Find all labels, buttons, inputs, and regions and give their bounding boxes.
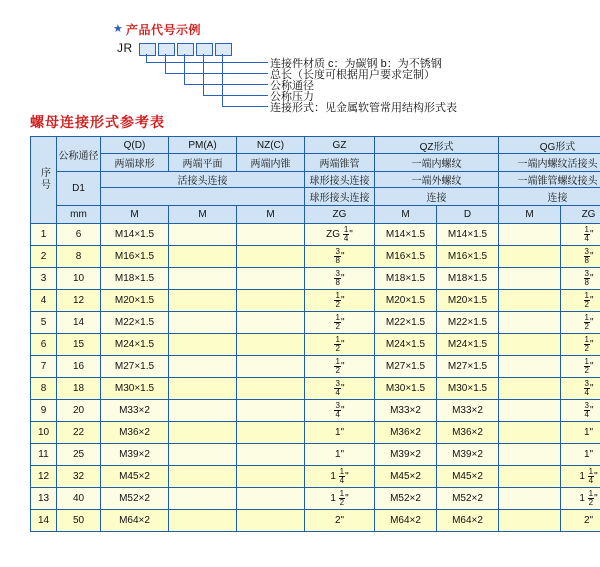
- cell-qg-m: [499, 400, 561, 422]
- cell-gz: $\frac{3}{8}$ ": [305, 268, 375, 290]
- cell-qz-m: M14×1.5: [375, 224, 437, 246]
- cell-qz-d: M33×2: [437, 400, 499, 422]
- cell-qd: M52×2: [101, 488, 169, 510]
- cell-qg-zg: $\frac{3}{4}$ ": [561, 378, 600, 400]
- cell-qz-m: M20×1.5: [375, 290, 437, 312]
- th-nz-sym: M: [237, 206, 305, 224]
- cell-dn: 15: [57, 334, 101, 356]
- cell-nz: [237, 400, 305, 422]
- th-qz-d-sym: D: [437, 206, 499, 224]
- cell-gz: $\frac{3}{4}$ ": [305, 378, 375, 400]
- cell-pm: [169, 400, 237, 422]
- th-pm-desc: 两端平面: [169, 154, 237, 172]
- product-code-legend: [0, 0, 600, 128]
- table-row: [31, 290, 600, 312]
- th-qd-sym: M: [101, 206, 169, 224]
- cell-pm: [169, 488, 237, 510]
- table-row: [31, 224, 600, 246]
- cell-qd: M20×1.5: [101, 290, 169, 312]
- header-row-3: [31, 172, 600, 188]
- cell-qg-zg: $\frac{1}{4}$ ": [561, 224, 600, 246]
- cell-index: 7: [31, 356, 57, 378]
- th-group-qz: QZ形式: [375, 137, 499, 154]
- legend-label-connection: 连接形式：见金属软管常用结构形式表: [270, 102, 457, 114]
- th-qg-zg-sym: ZG: [561, 206, 600, 224]
- table-row: [31, 334, 600, 356]
- cell-index: 3: [31, 268, 57, 290]
- cell-dn: 20: [57, 400, 101, 422]
- header-row-1: [31, 137, 600, 154]
- cell-dn: 14: [57, 312, 101, 334]
- cell-qg-zg: $\frac{1}{2}$ ": [561, 356, 600, 378]
- cell-nz: [237, 334, 305, 356]
- table-row: [31, 510, 600, 532]
- cell-qd: M30×1.5: [101, 378, 169, 400]
- cell-qz-d: M18×1.5: [437, 268, 499, 290]
- cell-gz: 1": [305, 422, 375, 444]
- th-gz-desc: 两端锥管: [305, 154, 375, 172]
- th-group-gz: GZ: [305, 137, 375, 154]
- table-row: [31, 466, 600, 488]
- th-qz-desc-a: 一端内螺纹: [375, 154, 499, 172]
- th-live-joint-connection: 活接头连接: [101, 172, 305, 188]
- cell-qg-zg: $\frac{1}{2}$ ": [561, 290, 600, 312]
- cell-index: 1: [31, 224, 57, 246]
- cell-qg-m: [499, 466, 561, 488]
- th-qz-m-sym: M: [375, 206, 437, 224]
- cell-qd: M24×1.5: [101, 334, 169, 356]
- cell-nz: [237, 246, 305, 268]
- cell-nz: [237, 290, 305, 312]
- cell-index: 14: [31, 510, 57, 532]
- cell-gz: 1 $\frac{1}{2}$ ": [305, 488, 375, 510]
- cell-index: 13: [31, 488, 57, 510]
- legend-label-material: 连接件材质 c：为碳钢 b：为不锈钢: [270, 58, 442, 70]
- cell-qd: M36×2: [101, 422, 169, 444]
- cell-dn: 18: [57, 378, 101, 400]
- th-group-qd: Q(D): [101, 137, 169, 154]
- table-row: [31, 246, 600, 268]
- th-qg-connection: 连接: [499, 188, 600, 206]
- cell-qg-zg: 1": [561, 422, 600, 444]
- table-row: [31, 400, 600, 422]
- cell-qg-m: [499, 268, 561, 290]
- cell-pm: [169, 466, 237, 488]
- cell-gz: 2": [305, 510, 375, 532]
- cell-qz-m: M30×1.5: [375, 378, 437, 400]
- cell-qg-m: [499, 510, 561, 532]
- th-gz-ball-joint: 球形接头连接: [305, 188, 375, 206]
- cell-qz-d: M27×1.5: [437, 356, 499, 378]
- cell-pm: [169, 444, 237, 466]
- cell-gz: 1 $\frac{1}{4}$ ": [305, 466, 375, 488]
- cell-gz: ZG $\frac{1}{4}$ ": [305, 224, 375, 246]
- table-head: [31, 137, 600, 224]
- cell-qd: M18×1.5: [101, 268, 169, 290]
- cell-qz-d: M64×2: [437, 510, 499, 532]
- cell-index: 4: [31, 290, 57, 312]
- cell-qg-m: [499, 290, 561, 312]
- cell-qg-m: [499, 444, 561, 466]
- cell-qz-m: M52×2: [375, 488, 437, 510]
- cell-dn: 22: [57, 422, 101, 444]
- cell-qg-zg: $\frac{3}{8}$ ": [561, 268, 600, 290]
- cell-index: 12: [31, 466, 57, 488]
- cell-nz: [237, 312, 305, 334]
- cell-qz-d: M24×1.5: [437, 334, 499, 356]
- cell-index: 8: [31, 378, 57, 400]
- header-row-2: [31, 154, 600, 172]
- cell-index: 9: [31, 400, 57, 422]
- th-unit-mm: mm: [57, 206, 101, 224]
- table-title: 螺母连接形式参考表: [30, 114, 165, 130]
- cell-gz: $\frac{3}{4}$ ": [305, 400, 375, 422]
- cell-nz: [237, 422, 305, 444]
- cell-qz-m: M22×1.5: [375, 312, 437, 334]
- cell-qz-m: M64×2: [375, 510, 437, 532]
- cell-dn: 40: [57, 488, 101, 510]
- cell-nz: [237, 378, 305, 400]
- cell-qz-m: M33×2: [375, 400, 437, 422]
- cell-nz: [237, 444, 305, 466]
- cell-qg-m: [499, 378, 561, 400]
- cell-dn: 25: [57, 444, 101, 466]
- cell-qg-zg: $\frac{3}{4}$ ": [561, 400, 600, 422]
- cell-qz-d: M30×1.5: [437, 378, 499, 400]
- cell-qz-d: M45×2: [437, 466, 499, 488]
- cell-gz: $\frac{1}{2}$ ": [305, 290, 375, 312]
- cell-qg-zg: 1 $\frac{1}{2}$ ": [561, 488, 600, 510]
- cell-qz-m: M16×1.5: [375, 246, 437, 268]
- cell-qd: M27×1.5: [101, 356, 169, 378]
- legend-label-length: 总长（长度可根据用户要求定制）: [270, 69, 435, 81]
- cell-qz-d: M52×2: [437, 488, 499, 510]
- cell-pm: [169, 224, 237, 246]
- th-pm-sym: M: [169, 206, 237, 224]
- th-blank-1: [101, 188, 305, 206]
- cell-qd: M45×2: [101, 466, 169, 488]
- cell-dn: 50: [57, 510, 101, 532]
- cell-dn: 10: [57, 268, 101, 290]
- cell-qg-m: [499, 334, 561, 356]
- cell-qg-m: [499, 356, 561, 378]
- cell-qz-d: M39×2: [437, 444, 499, 466]
- th-dn-d1: D1: [57, 172, 101, 206]
- cell-pm: [169, 312, 237, 334]
- cell-qg-m: [499, 246, 561, 268]
- table-row: [31, 268, 600, 290]
- cell-index: 2: [31, 246, 57, 268]
- table-row: [31, 422, 600, 444]
- cell-qd: M22×1.5: [101, 312, 169, 334]
- cell-nz: [237, 224, 305, 246]
- th-qg-desc-b: 一端锥管螺纹接头: [499, 172, 600, 188]
- table-row: [31, 356, 600, 378]
- cell-qz-d: M22×1.5: [437, 312, 499, 334]
- th-qz-desc-b: 一端外螺纹: [375, 172, 499, 188]
- legend-label-pn: 公称压力: [270, 91, 314, 103]
- cell-gz: $\frac{1}{2}$ ": [305, 356, 375, 378]
- cell-qg-zg: 1 $\frac{1}{4}$ ": [561, 466, 600, 488]
- cell-qg-zg: 1": [561, 444, 600, 466]
- cell-qg-zg: $\frac{3}{8}$ ": [561, 246, 600, 268]
- table-row: [31, 488, 600, 510]
- cell-dn: 32: [57, 466, 101, 488]
- cell-pm: [169, 246, 237, 268]
- cell-pm: [169, 422, 237, 444]
- table-row: [31, 378, 600, 400]
- cell-qg-zg: $\frac{1}{2}$ ": [561, 312, 600, 334]
- th-qz-connection: 连接: [375, 188, 499, 206]
- cell-qd: M33×2: [101, 400, 169, 422]
- cell-dn: 8: [57, 246, 101, 268]
- cell-dn: 6: [57, 224, 101, 246]
- cell-pm: [169, 334, 237, 356]
- cell-nz: [237, 510, 305, 532]
- cell-qd: M39×2: [101, 444, 169, 466]
- th-gz-sym: ZG: [305, 206, 375, 224]
- cell-qz-m: M36×2: [375, 422, 437, 444]
- th-group-qg: QG形式: [499, 137, 600, 154]
- table-body: [31, 224, 600, 532]
- cell-qz-m: M39×2: [375, 444, 437, 466]
- table-row: [31, 444, 600, 466]
- cell-qz-d: M16×1.5: [437, 246, 499, 268]
- th-qg-m-sym: M: [499, 206, 561, 224]
- legend-title: 产品代号示例: [126, 23, 202, 37]
- cell-qd: M64×2: [101, 510, 169, 532]
- legend-label-dn: 公称通径: [270, 80, 314, 92]
- leader-line-5: [222, 54, 268, 107]
- th-nz-desc: 两端内锥: [237, 154, 305, 172]
- th-index: 序号: [31, 137, 57, 224]
- cell-pm: [169, 290, 237, 312]
- cell-qz-d: M20×1.5: [437, 290, 499, 312]
- cell-qg-m: [499, 224, 561, 246]
- cell-dn: 16: [57, 356, 101, 378]
- cell-index: 10: [31, 422, 57, 444]
- code-prefix: JR: [117, 41, 133, 55]
- cell-qg-m: [499, 312, 561, 334]
- cell-qg-m: [499, 422, 561, 444]
- cell-index: 6: [31, 334, 57, 356]
- cell-nz: [237, 268, 305, 290]
- cell-qz-d: M36×2: [437, 422, 499, 444]
- cell-qd: M16×1.5: [101, 246, 169, 268]
- th-dn: 公称通径: [57, 137, 101, 172]
- cell-qz-m: M27×1.5: [375, 356, 437, 378]
- cell-qg-zg: 2": [561, 510, 600, 532]
- th-group-pm: PM(A): [169, 137, 237, 154]
- cell-qz-m: M45×2: [375, 466, 437, 488]
- cell-qd: M14×1.5: [101, 224, 169, 246]
- table-row: [31, 312, 600, 334]
- header-row-4: [31, 188, 600, 206]
- cell-qg-m: [499, 488, 561, 510]
- cell-nz: [237, 466, 305, 488]
- nut-connection-table-wrap: [30, 136, 598, 532]
- th-gz-connection: 球形接头连接: [305, 172, 375, 188]
- cell-pm: [169, 356, 237, 378]
- cell-gz: $\frac{1}{2}$ ": [305, 312, 375, 334]
- th-group-nz: NZ(C): [237, 137, 305, 154]
- star-icon: ★: [113, 23, 123, 35]
- cell-qz-m: M24×1.5: [375, 334, 437, 356]
- cell-pm: [169, 510, 237, 532]
- cell-gz: 1": [305, 444, 375, 466]
- th-qg-desc-a: 一端内螺纹活接头: [499, 154, 600, 172]
- cell-index: 11: [31, 444, 57, 466]
- cell-dn: 12: [57, 290, 101, 312]
- cell-qz-m: M18×1.5: [375, 268, 437, 290]
- cell-qz-d: M14×1.5: [437, 224, 499, 246]
- cell-index: 5: [31, 312, 57, 334]
- cell-pm: [169, 378, 237, 400]
- th-qd-desc: 两端球形: [101, 154, 169, 172]
- header-row-5: [31, 206, 600, 224]
- cell-nz: [237, 356, 305, 378]
- cell-qg-zg: $\frac{1}{2}$ ": [561, 334, 600, 356]
- cell-gz: $\frac{1}{2}$ ": [305, 334, 375, 356]
- cell-pm: [169, 268, 237, 290]
- cell-nz: [237, 488, 305, 510]
- nut-connection-table: [30, 136, 600, 532]
- cell-gz: $\frac{3}{8}$ ": [305, 246, 375, 268]
